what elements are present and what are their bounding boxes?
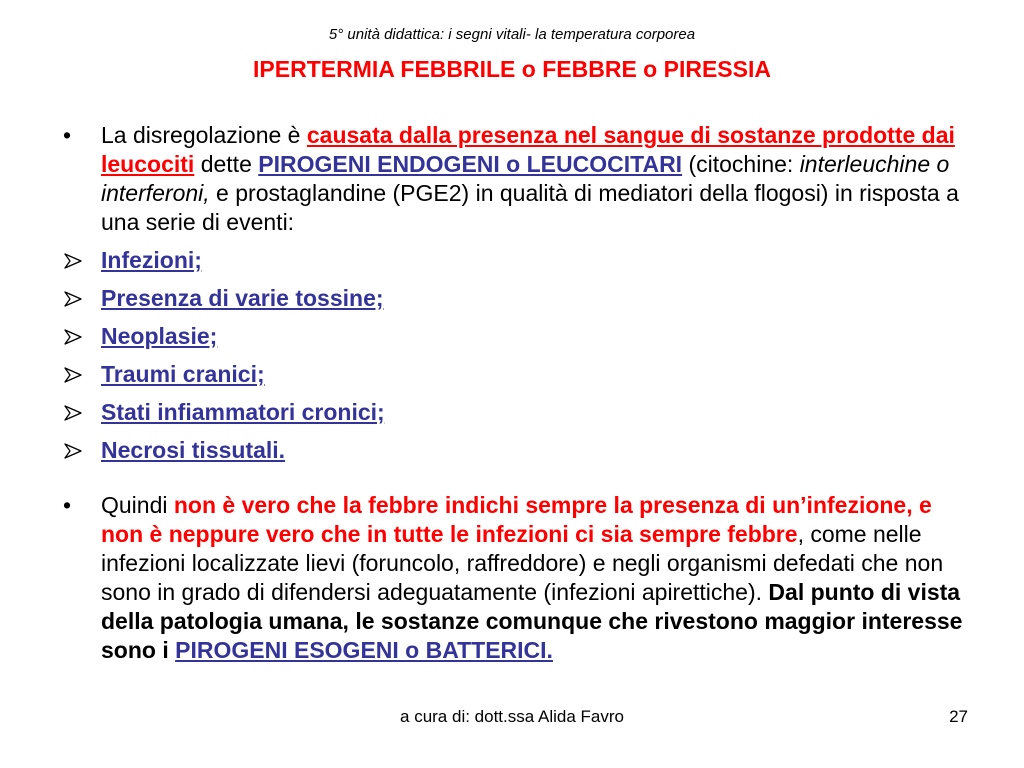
list-item bbox=[55, 360, 965, 389]
text-segment: e prostaglandine (PGE2) in qualità di mediatori della flogosi) in risposta a una serie di eventi: bbox=[101, 180, 959, 235]
bullet-paragraph-1 bbox=[55, 121, 965, 237]
text-segment: Quindi bbox=[101, 492, 174, 518]
link-pirogeni-esogeni[interactable]: PIROGENI ESOGENI o BATTERICI. bbox=[175, 637, 553, 663]
arrow-bullet-icon bbox=[64, 291, 82, 307]
text-segment: dette bbox=[194, 151, 259, 177]
text-segment: , come nelle infezioni localizzate lievi (foruncolo, raffreddore) e negli organismi defedati che non sono in grado di difendersi adeguatamente (infezioni apirettiche). bbox=[101, 521, 944, 605]
bullet-paragraph-2 bbox=[55, 491, 965, 665]
page-number: 27 bbox=[949, 707, 968, 726]
slide-title: IPERTERMIA FEBBRILE o FEBBRE o PIRESSIA bbox=[253, 56, 771, 82]
arrow-bullet-icon bbox=[64, 329, 82, 345]
arrow-bullet-icon bbox=[64, 253, 82, 269]
highlight-febbre: non è vero che la febbre indichi sempre la presenza di un’infezione, e non è neppure vero che in tutte le infezioni ci sia sempre febbre bbox=[101, 492, 932, 547]
bold-segment: Dal punto di vista della patologia umana, le sostanze comunque che rivestono maggior interesse sono i bbox=[101, 579, 963, 663]
list-item bbox=[55, 398, 965, 427]
list-item bbox=[55, 246, 965, 275]
link-infezioni[interactable]: Infezioni; bbox=[101, 247, 202, 273]
text-segment: (citochine: bbox=[682, 151, 800, 177]
bullet-marker: • bbox=[63, 122, 72, 148]
arrow-bullet-icon bbox=[64, 367, 82, 383]
slide-body bbox=[55, 121, 965, 665]
slide-header: 5° unità didattica: i segni vitali- la temperatura corporea bbox=[328, 26, 696, 43]
link-neoplasie[interactable]: Neoplasie; bbox=[101, 323, 218, 349]
highlight-cause: causata dalla presenza nel sangue di sostanze prodotte dai leucociti bbox=[101, 122, 955, 177]
spacer bbox=[55, 465, 965, 491]
text-segment: La disregolazione è bbox=[101, 122, 307, 148]
link-necrosi[interactable]: Necrosi tissutali. bbox=[101, 437, 286, 463]
link-stati-infiammatori[interactable]: Stati infiammatori cronici; bbox=[101, 399, 385, 425]
list-item bbox=[55, 284, 965, 313]
link-tossine[interactable]: Presenza di varie tossine; bbox=[101, 285, 384, 311]
footer-author: a cura di: dott.ssa Alida Favro bbox=[400, 707, 624, 726]
link-traumi-cranici[interactable]: Traumi cranici; bbox=[101, 361, 265, 387]
bullet-marker: • bbox=[63, 492, 72, 518]
link-pirogeni-endogeni[interactable]: PIROGENI ENDOGENI o LEUCOCITARI bbox=[258, 151, 683, 177]
arrow-bullet-icon bbox=[64, 443, 82, 459]
italic-segment: interleuchine o interferoni, bbox=[101, 151, 950, 206]
list-item bbox=[55, 322, 965, 351]
list-item bbox=[55, 436, 965, 465]
arrow-bullet-icon bbox=[64, 405, 82, 421]
